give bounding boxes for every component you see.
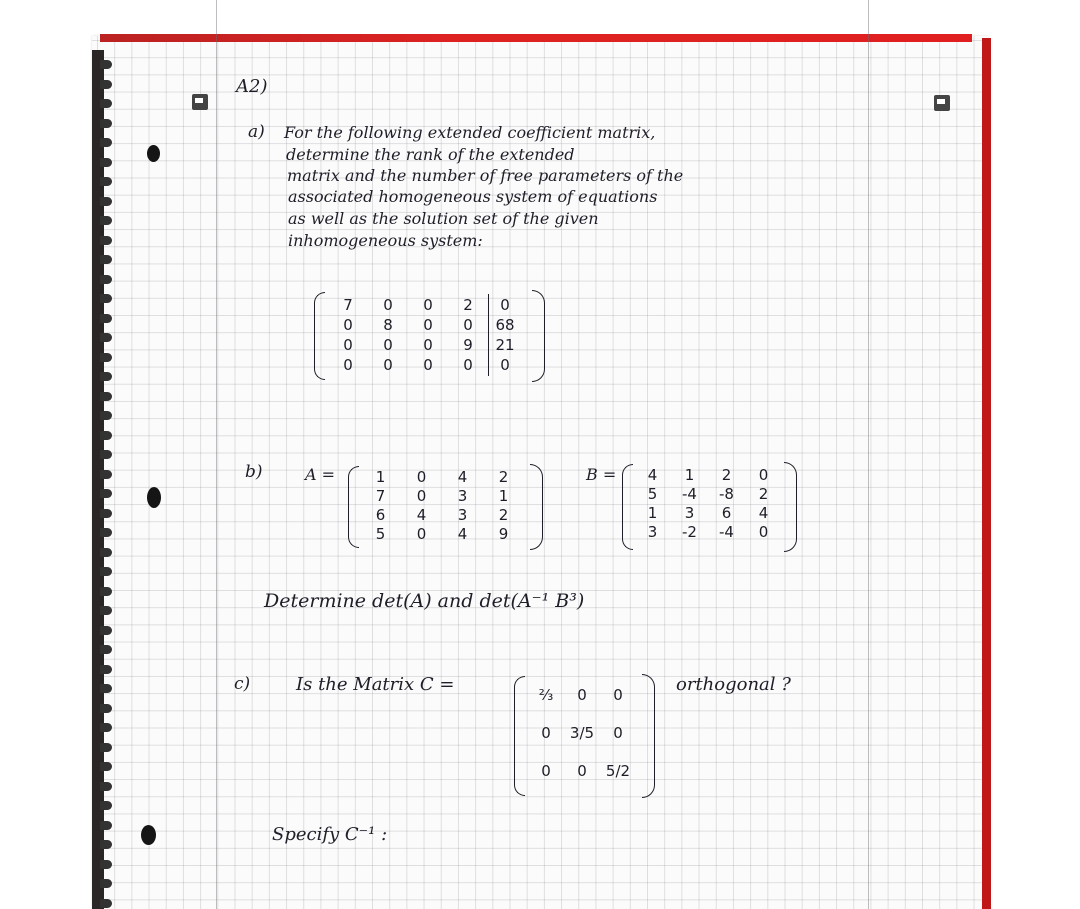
matrix-cell: 3 — [457, 506, 468, 524]
spiral-coil — [100, 801, 112, 810]
matrix-cell: 0 — [463, 315, 473, 334]
matrix-cell: 4 — [416, 506, 427, 524]
margin-line-right — [868, 0, 869, 909]
matrix-A-bracket-left — [348, 466, 359, 548]
matrix-cell: 5 — [647, 485, 658, 503]
matrix-cell: 0 — [383, 335, 393, 354]
matrix-cell: 9 — [498, 525, 509, 543]
task-label: A2) — [236, 76, 268, 97]
spiral-coil — [100, 606, 112, 615]
matrix-cell: 1 — [498, 487, 509, 505]
matrix-cell: 2 — [463, 295, 473, 314]
matrix-cell: 3/5 — [569, 723, 595, 742]
spiral-coil — [100, 645, 112, 654]
spiral-coil — [100, 216, 112, 225]
part-c-label: c) — [234, 674, 251, 694]
matrix-cell: 2 — [498, 468, 509, 486]
matrix-row — [492, 295, 518, 315]
spiral-coil — [100, 275, 112, 284]
matrix-cell: 0 — [577, 685, 587, 704]
spiral-coil — [100, 372, 112, 381]
matrix-a-bracket-right — [532, 290, 545, 382]
matrix-cell: 8 — [383, 315, 393, 334]
page-corner-mark-icon — [192, 94, 208, 110]
spiral-coil — [100, 255, 112, 264]
matrix-row — [360, 468, 524, 487]
matrix-cell: 68 — [495, 315, 515, 334]
matrix-cell: 0 — [613, 685, 623, 704]
matrix-cell: 0 — [343, 315, 353, 334]
matrix-cell: 0 — [500, 355, 510, 374]
matrix-cell: 0 — [416, 468, 427, 486]
augment-bar — [488, 294, 489, 376]
spiral-coil — [100, 314, 112, 323]
matrix-row — [328, 335, 488, 355]
matrix-cell: 0 — [383, 355, 393, 374]
spiral-coil — [100, 99, 112, 108]
part-a-line: determine the rank of the extended — [286, 145, 575, 164]
spiral-coil — [100, 450, 112, 459]
matrix-cell: 3 — [457, 487, 468, 505]
matrix-cell: 0 — [463, 355, 473, 374]
matrix-row — [528, 676, 636, 714]
matrix-cell: 0 — [383, 295, 393, 314]
matrix-cell: 5 — [375, 525, 386, 543]
part-a-line: inhomogeneous system: — [288, 231, 483, 250]
matrix-cell: 0 — [416, 487, 427, 505]
spiral-coil — [100, 489, 112, 498]
matrix-cell: 2 — [498, 506, 509, 524]
matrix-a-bracket-left — [314, 292, 325, 380]
spiral-coil — [100, 723, 112, 732]
part-a-line: as well as the solution set of the given — [288, 209, 599, 228]
spiral-coil — [100, 294, 112, 303]
matrix-row — [492, 335, 518, 355]
matrix-row — [328, 315, 488, 335]
spiral-coil — [100, 704, 112, 713]
matrix-cell: ⅔ — [538, 685, 554, 704]
spiral-coil — [100, 548, 112, 557]
matrix-C-bracket-left — [514, 676, 525, 796]
spiral-coil — [100, 431, 112, 440]
matrix-row — [360, 525, 524, 544]
matrix-cell: 4 — [647, 466, 658, 484]
spiral-coil — [100, 821, 112, 830]
extended-matrix-left — [328, 295, 488, 375]
spiral-coil — [100, 587, 112, 596]
matrix-row — [528, 752, 636, 790]
spiral-coil — [100, 158, 112, 167]
page-edge-right — [982, 38, 991, 909]
spiral-coil — [100, 353, 112, 362]
matrix-cell: 9 — [463, 335, 473, 354]
part-a-label: a) — [248, 122, 265, 142]
matrix-cell: 1 — [684, 466, 695, 484]
matrix-row — [634, 504, 782, 523]
matrix-b-label: B = — [586, 465, 617, 484]
matrix-cell: 0 — [423, 355, 433, 374]
matrix-cell: 0 — [541, 761, 551, 780]
margin-line-left — [216, 0, 217, 909]
matrix-B — [634, 466, 782, 542]
spiral-coil — [100, 684, 112, 693]
spiral-coil — [100, 392, 112, 401]
punch-hole-icon — [147, 145, 160, 162]
matrix-cell: -4 — [719, 523, 734, 541]
matrix-cell: 0 — [343, 335, 353, 354]
matrix-row — [492, 315, 518, 335]
matrix-cell: 0 — [758, 466, 769, 484]
matrix-row — [328, 355, 488, 375]
matrix-A-bracket-right — [530, 464, 543, 550]
matrix-A — [360, 468, 524, 544]
matrix-row — [634, 466, 782, 485]
spiral-coil — [100, 470, 112, 479]
part-a-line: matrix and the number of free parameters of the — [287, 166, 684, 185]
spiral-coil — [100, 509, 112, 518]
spiral-coil — [100, 197, 112, 206]
matrix-row — [360, 506, 524, 525]
matrix-cell: 0 — [541, 723, 551, 742]
matrix-cell: 0 — [500, 295, 510, 314]
matrix-cell: 7 — [343, 295, 353, 314]
spiral-coil — [100, 80, 112, 89]
matrix-B-bracket-right — [784, 462, 797, 552]
matrix-cell: 5/2 — [605, 761, 631, 780]
matrix-cell: 21 — [495, 335, 515, 354]
matrix-cell: 0 — [423, 315, 433, 334]
spiral-coil — [100, 177, 112, 186]
spiral-coil — [100, 528, 112, 537]
matrix-cell: 0 — [613, 723, 623, 742]
page-edge-top — [100, 34, 972, 42]
spiral-coil — [100, 743, 112, 752]
matrix-cell: 3 — [684, 504, 695, 522]
matrix-row — [328, 295, 488, 315]
matrix-cell: 1 — [647, 504, 658, 522]
part-a-line: For the following extended coefficient matrix, — [284, 123, 656, 142]
spiral-coil — [100, 782, 112, 791]
matrix-cell: 2 — [721, 466, 732, 484]
matrix-B-bracket-left — [622, 464, 633, 550]
spiral-coil — [100, 333, 112, 342]
matrix-cell: 2 — [758, 485, 769, 503]
matrix-cell: 0 — [423, 295, 433, 314]
part-a-line: associated homogeneous system of equations — [288, 187, 658, 206]
matrix-cell: 0 — [416, 525, 427, 543]
matrix-row — [492, 355, 518, 375]
spiral-coil — [100, 60, 112, 69]
matrix-cell: 0 — [343, 355, 353, 374]
matrix-cell: -8 — [719, 485, 734, 503]
spiral-coil — [100, 840, 112, 849]
punch-hole-icon — [141, 825, 156, 845]
matrix-cell: 6 — [721, 504, 732, 522]
spiral-coil — [100, 899, 112, 908]
spiral-coil — [100, 119, 112, 128]
matrix-cell: 0 — [577, 761, 587, 780]
spiral-coil — [100, 138, 112, 147]
matrix-cell: -4 — [682, 485, 697, 503]
matrix-cell: 4 — [758, 504, 769, 522]
matrix-cell: 0 — [423, 335, 433, 354]
page-corner-mark-icon — [934, 95, 950, 111]
matrix-row — [634, 523, 782, 542]
matrix-C-bracket-right — [642, 674, 655, 798]
punch-hole-icon — [147, 487, 161, 508]
matrix-cell: 6 — [375, 506, 386, 524]
spiral-coil — [100, 860, 112, 869]
matrix-cell: -2 — [682, 523, 697, 541]
spiral-coil — [100, 879, 112, 888]
matrix-cell: 4 — [457, 525, 468, 543]
spiral-coil — [100, 626, 112, 635]
matrix-row — [360, 487, 524, 506]
matrix-row — [634, 485, 782, 504]
matrix-cell: 7 — [375, 487, 386, 505]
matrix-C — [528, 676, 636, 790]
spiral-coil — [100, 665, 112, 674]
part-b-label: b) — [245, 462, 263, 482]
spiral-coil — [100, 236, 112, 245]
spiral-binding — [100, 60, 114, 909]
spiral-coil — [100, 411, 112, 420]
part-c-specify: Specify C⁻¹ : — [272, 824, 388, 845]
extended-matrix-right — [492, 295, 518, 375]
matrix-cell: 1 — [375, 468, 386, 486]
part-c-question-end: orthogonal ? — [676, 674, 791, 695]
part-c-question: Is the Matrix C = — [296, 674, 455, 695]
spiral-coil — [100, 762, 112, 771]
spiral-coil — [100, 567, 112, 576]
matrix-cell: 4 — [457, 468, 468, 486]
matrix-cell: 0 — [758, 523, 769, 541]
matrix-cell: 3 — [647, 523, 658, 541]
matrix-a-label: A = — [305, 465, 336, 484]
part-b-task: Determine det(A) and det(A⁻¹ B³) — [264, 590, 585, 612]
matrix-row — [528, 714, 636, 752]
